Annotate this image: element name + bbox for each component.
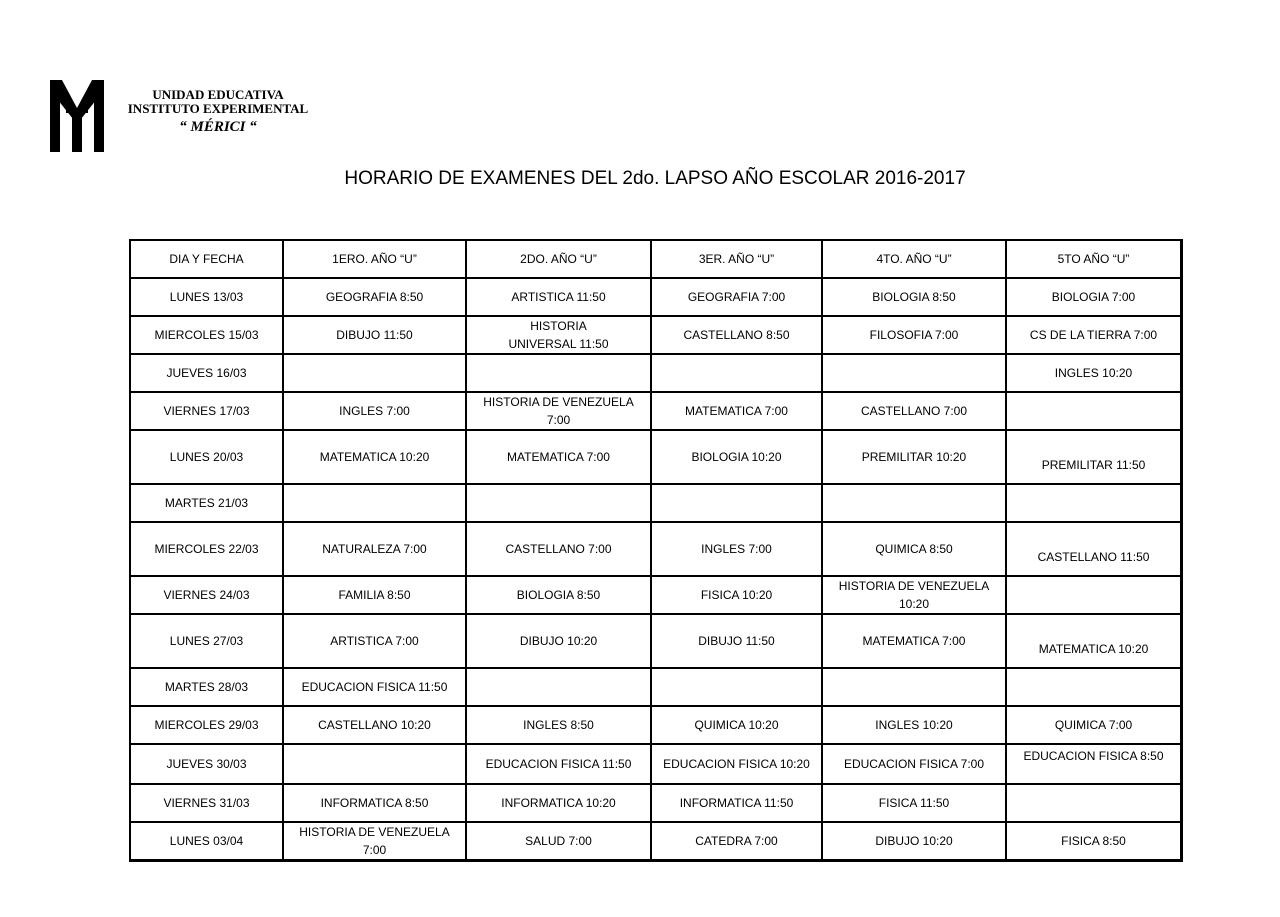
date-cell: LUNES 03/04 [131, 823, 284, 859]
school-header [108, 88, 328, 136]
exam-cell [284, 355, 467, 393]
exam-cell: MATEMATICA 7:00 [652, 393, 823, 431]
exam-cell: BIOLOGIA 10:20 [652, 431, 823, 485]
exam-cell [284, 485, 467, 523]
exam-cell: CASTELLANO 7:00 [467, 523, 652, 577]
exam-cell: CASTELLANO 10:20 [284, 707, 467, 745]
exam-cell: NATURALEZA 7:00 [284, 523, 467, 577]
exam-cell: EDUCACION FISICA 8:50 [1007, 745, 1180, 785]
exam-cell: MATEMATICA 7:00 [467, 431, 652, 485]
exam-cell [1007, 785, 1180, 823]
exam-schedule-table [129, 239, 1183, 862]
header-cell: DIA Y FECHA [131, 241, 284, 279]
exam-cell: DIBUJO 11:50 [652, 615, 823, 669]
exam-cell: HISTORIA DE VENEZUELA 7:00 [467, 393, 652, 431]
exam-cell: CASTELLANO 7:00 [823, 393, 1007, 431]
exam-cell [652, 669, 823, 707]
exam-cell [467, 355, 652, 393]
exam-cell: CASTELLANO 11:50 [1007, 523, 1180, 577]
date-cell: VIERNES 24/03 [131, 577, 284, 615]
date-cell: MIERCOLES 15/03 [131, 317, 284, 355]
exam-cell: ARTISTICA 7:00 [284, 615, 467, 669]
date-cell: VIERNES 17/03 [131, 393, 284, 431]
table-row [131, 577, 1180, 615]
table-row [131, 707, 1180, 745]
exam-cell: EDUCACION FISICA 11:50 [467, 745, 652, 785]
date-cell: MARTES 28/03 [131, 669, 284, 707]
date-cell: MARTES 21/03 [131, 485, 284, 523]
date-cell: MIERCOLES 29/03 [131, 707, 284, 745]
exam-cell: INGLES 10:20 [1007, 355, 1180, 393]
table-row [131, 279, 1180, 317]
table-row [131, 393, 1180, 431]
exam-cell: MATEMATICA 10:20 [284, 431, 467, 485]
exam-cell [823, 355, 1007, 393]
exam-cell: QUIMICA 7:00 [1007, 707, 1180, 745]
date-cell: MIERCOLES 22/03 [131, 523, 284, 577]
exam-cell [652, 355, 823, 393]
exam-cell: ARTISTICA 11:50 [467, 279, 652, 317]
exam-cell: EDUCACION FISICA 11:50 [284, 669, 467, 707]
exam-cell [652, 485, 823, 523]
date-cell: LUNES 20/03 [131, 431, 284, 485]
exam-cell: BIOLOGIA 7:00 [1007, 279, 1180, 317]
exam-cell: PREMILITAR 11:50 [1007, 431, 1180, 485]
date-cell: LUNES 27/03 [131, 615, 284, 669]
exam-cell: INGLES 7:00 [652, 523, 823, 577]
exam-cell: BIOLOGIA 8:50 [467, 577, 652, 615]
exam-cell: QUIMICA 8:50 [823, 523, 1007, 577]
header-cell: 3ER. AÑO “U” [652, 241, 823, 279]
exam-cell: INFORMATICA 8:50 [284, 785, 467, 823]
exam-cell [823, 669, 1007, 707]
exam-cell: HISTORIA DE VENEZUELA 7:00 [284, 823, 467, 859]
exam-cell: CASTELLANO 8:50 [652, 317, 823, 355]
exam-cell: FAMILIA 8:50 [284, 577, 467, 615]
page-title: HORARIO DE EXAMENES DEL 2do. LAPSO AÑO ESCOLAR 2016-2017 [344, 168, 966, 189]
table-row [131, 431, 1180, 485]
date-cell: VIERNES 31/03 [131, 785, 284, 823]
school-name-line1: UNIDAD EDUCATIVA [152, 87, 284, 102]
header-cell: 5TO AÑO “U” [1007, 241, 1180, 279]
exam-cell: INFORMATICA 11:50 [652, 785, 823, 823]
table-row [131, 615, 1180, 669]
date-cell: JUEVES 16/03 [131, 355, 284, 393]
exam-cell: EDUCACION FISICA 7:00 [823, 745, 1007, 785]
exam-cell: HISTORIA UNIVERSAL 11:50 [467, 317, 652, 355]
exam-cell: FISICA 10:20 [652, 577, 823, 615]
exam-cell: FISICA 8:50 [1007, 823, 1180, 859]
school-logo-icon [48, 78, 106, 154]
exam-cell [1007, 393, 1180, 431]
exam-cell: DIBUJO 10:20 [467, 615, 652, 669]
school-name-line2: INSTITUTO EXPERIMENTAL [127, 101, 309, 116]
table-row [131, 355, 1180, 393]
exam-cell [823, 485, 1007, 523]
table-row [131, 785, 1180, 823]
exam-cell [284, 745, 467, 785]
table-row [131, 523, 1180, 577]
exam-cell: GEOGRAFIA 7:00 [652, 279, 823, 317]
date-cell: JUEVES 30/03 [131, 745, 284, 785]
exam-cell: BIOLOGIA 8:50 [823, 279, 1007, 317]
exam-cell: QUIMICA 10:20 [652, 707, 823, 745]
table-row [131, 669, 1180, 707]
exam-cell [467, 485, 652, 523]
exam-cell [1007, 577, 1180, 615]
exam-cell: PREMILITAR 10:20 [823, 431, 1007, 485]
date-cell: LUNES 13/03 [131, 279, 284, 317]
exam-cell: GEOGRAFIA 8:50 [284, 279, 467, 317]
school-name-line3: “ MÉRICI “ [179, 119, 257, 135]
exam-cell: CATEDRA 7:00 [652, 823, 823, 859]
exam-cell: EDUCACION FISICA 10:20 [652, 745, 823, 785]
exam-cell [467, 669, 652, 707]
exam-cell: INGLES 8:50 [467, 707, 652, 745]
exam-cell: DIBUJO 10:20 [823, 823, 1007, 859]
exam-cell: INFORMATICA 10:20 [467, 785, 652, 823]
exam-cell: FISICA 11:50 [823, 785, 1007, 823]
table-row [131, 485, 1180, 523]
exam-cell: INGLES 10:20 [823, 707, 1007, 745]
header-cell: 2DO. AÑO “U” [467, 241, 652, 279]
exam-cell: SALUD 7:00 [467, 823, 652, 859]
exam-cell: MATEMATICA 7:00 [823, 615, 1007, 669]
exam-cell: INGLES 7:00 [284, 393, 467, 431]
exam-cell [1007, 669, 1180, 707]
table-row [131, 317, 1180, 355]
exam-cell: MATEMATICA 10:20 [1007, 615, 1180, 669]
exam-cell: HISTORIA DE VENEZUELA 10:20 [823, 577, 1007, 615]
table-header-row [131, 241, 1180, 279]
exam-cell: DIBUJO 11:50 [284, 317, 467, 355]
table-row [131, 745, 1180, 785]
table-row [131, 823, 1180, 859]
header-cell: 1ERO. AÑO “U” [284, 241, 467, 279]
header-cell: 4TO. AÑO “U” [823, 241, 1007, 279]
exam-cell: CS DE LA TIERRA 7:00 [1007, 317, 1180, 355]
exam-cell [1007, 485, 1180, 523]
exam-cell: FILOSOFIA 7:00 [823, 317, 1007, 355]
